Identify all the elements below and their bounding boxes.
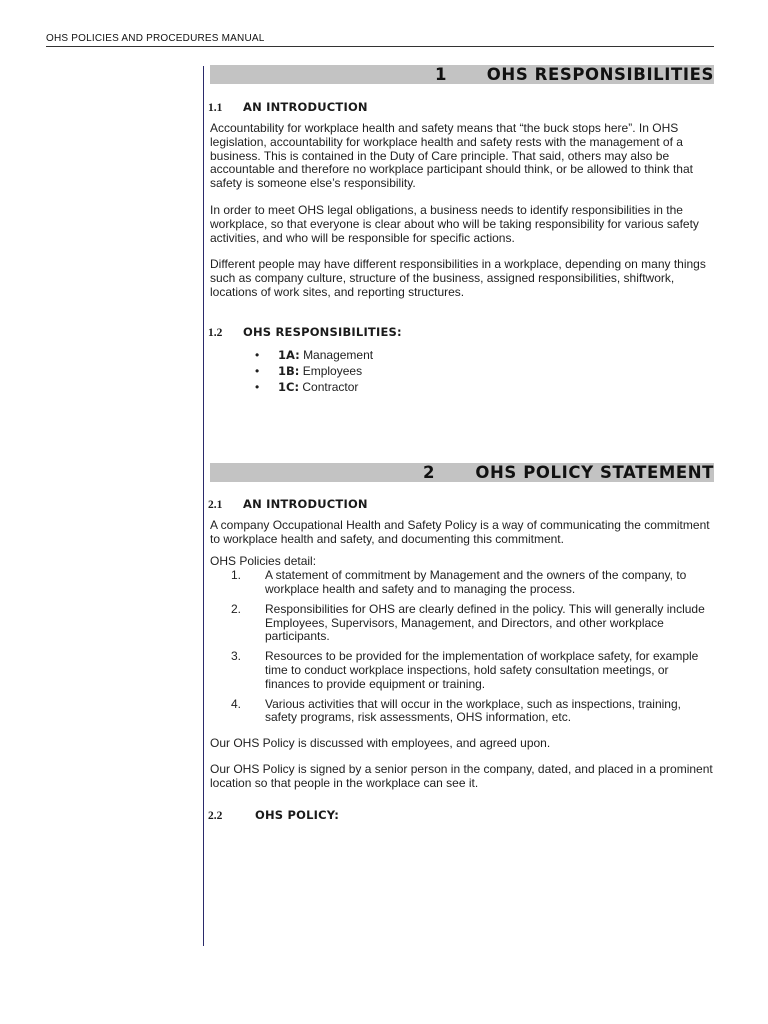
subsection-2-1-title: AN INTRODUCTION: [243, 496, 368, 511]
list-item: 4. Various activities that will occur in the workplace, such as inspections, training, safety programs, risk assessments, OHS information, etc.: [231, 696, 681, 725]
paragraph: In order to meet OHS legal obligations, a business needs to identify responsibilities in the workplace, so that everyone is clear about who will be taking responsibility for various safety activities, and who will be responsible for specific actions.: [210, 202, 699, 245]
subsection-2-2-number: 2.2: [208, 809, 223, 822]
subsection-1-1-title: AN INTRODUCTION: [243, 100, 368, 114]
paragraph: Our OHS Policy is discussed with employees, and agreed upon.: [210, 736, 551, 751]
subsection-1-1-number: 1.1: [208, 102, 223, 114]
running-header: OHS POLICIES AND PROCEDURES MANUAL: [46, 33, 265, 44]
subsection-1-2-title: OHS RESPONSIBILITIES:: [243, 324, 402, 339]
paragraph: Accountability for workplace health and safety means that “the buck stops here”. In OHS legislation, accountability for workplace health and safety rests with the management of a business. This is contained in the Duty of Care principle. That said, others may also be accountable and therefore no workplace participant should think, or be allowed to think that safety is someone else’s responsibility.: [210, 121, 693, 191]
list-item: • 1B: Employees: [255, 363, 363, 378]
paragraph: A company Occupational Health and Safety Policy is a way of communicating the commitment to workplace health and safety, and documenting this commitment.: [210, 517, 710, 546]
header-rule: [46, 46, 714, 47]
paragraph: Our OHS Policy is signed by a senior person in the company, dated, and placed in a prominent location so that people in the workplace can see it.: [210, 761, 713, 790]
responsibilities-list: [210, 347, 714, 395]
subsection-2-2-title: OHS POLICY:: [255, 807, 340, 822]
list-item: 1. A statement of commitment by Management and the owners of the company, to workplace health and safety and to managing the process.: [231, 568, 687, 596]
section-1-title: OHS RESPONSIBILITIES: [486, 65, 714, 84]
policy-details-list: [210, 569, 714, 725]
section-2-banner: [210, 463, 714, 482]
list-item: 3. Resources to be provided for the implementation of workplace safety, for example time to conduct workplace inspections, hold safety consultation meetings, or finances to provide equipment or training.: [231, 649, 699, 691]
list-item: • 1A: Management: [255, 347, 374, 362]
subsection-2-1-number: 2.1: [208, 498, 223, 511]
section-2-title: OHS POLICY STATEMENT: [475, 462, 714, 482]
bullet-icon: •: [255, 379, 260, 394]
subsection-1-2-heading: [208, 324, 714, 341]
subsection-1-1-heading: [208, 99, 714, 116]
subsection-2-1-heading: [208, 496, 714, 513]
list-item: 2. Responsibilities for OHS are clearly defined in the policy. This will generally include Employees, Supervisors, Management, and Directors, and other workplace participants.: [231, 601, 705, 644]
section-2-number: 2: [423, 462, 436, 482]
document-body: [210, 65, 714, 824]
paragraph: Different people may have different responsibilities in a workplace, depending on many things such as company culture, structure of the business, assigned responsibilities, shiftwork, locations of work sites, and reporting structures.: [210, 257, 706, 299]
margin-rule: [203, 66, 204, 946]
list-item: • 1C: Contractor: [255, 379, 359, 394]
subsection-1-2-number: 1.2: [208, 326, 223, 339]
bullet-icon: •: [255, 363, 260, 378]
section-1-number: 1: [435, 65, 448, 84]
subsection-2-2-heading: [208, 807, 714, 824]
list-lead: OHS Policies detail:: [210, 554, 317, 569]
bullet-icon: •: [255, 347, 260, 362]
section-1-banner: [210, 65, 714, 84]
